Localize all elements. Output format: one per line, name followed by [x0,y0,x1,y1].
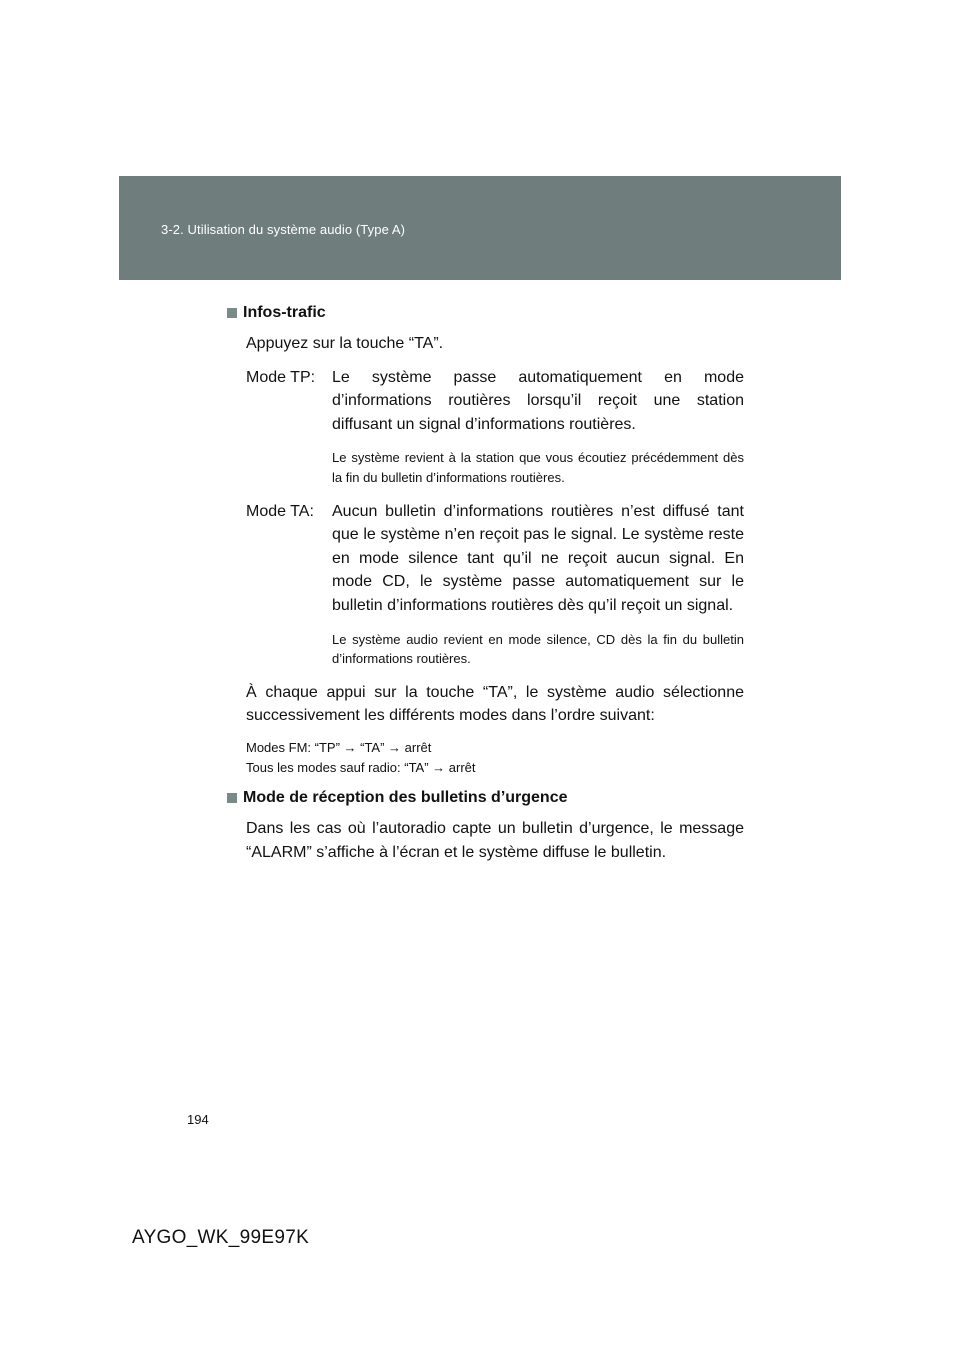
document-code: AYGO_WK_99E97K [132,1227,310,1248]
page-number: 194 [187,1112,209,1127]
header-bar [119,176,841,280]
sequence-fm: Modes FM: “TP” → “TA” → arrêt [246,739,432,755]
section-title-urgence: Mode de réception des bulletins d’urgence [227,785,744,811]
breadcrumb: 3-2. Utilisation du système audio (Type A) [161,222,406,237]
mode-ta-text: Aucun bulletin d’informations routières n’est diffusé tant que le système n’en reçoit pas le signal. Le système reste en mode silence tant qu’il ne reçoit aucun signal. En mode CD, le système passe automatiquement sur le bulletin d’informations routières dès qu’il reçoit un signal. [332,502,744,614]
intro-text: Appuyez sur la touche “TA”. [246,335,444,352]
cycle-text: À chaque appui sur la touche “TA”, le système audio sélectionne successivement les différents modes dans l’ordre suivant: [246,683,744,725]
mode-ta-label: Mode TA: [246,502,314,520]
square-bullet-icon [227,793,237,803]
mode-tp-label: Mode TP: [246,368,316,386]
section-title-infos-trafic: Infos-trafic [227,300,744,326]
page-content [227,300,744,864]
mode-ta [246,500,744,618]
mode-ta-note: Le système audio revient en mode silence, CD dès la fin du bulletin d’informations routières. [332,631,744,667]
mode-tp-note: Le système revient à la station que vous écoutiez précédemment dès la fin du bulletin d’informations routières. [332,450,744,485]
mode-tp-text: Le système passe automatiquement en mode d’informations routières lorsqu’il reçoit une station diffusant un signal d’informations routières. [332,368,744,433]
urgence-text: Dans les cas où l’autoradio capte un bulletin d’urgence, le message “ALARM” s’affiche à l’écran et le système diffuse le bulletin. [246,820,744,861]
mode-tp [246,366,744,437]
square-bullet-icon [227,308,237,318]
sequence-other: Tous les modes sauf radio: “TA” → arrêt [246,759,476,775]
